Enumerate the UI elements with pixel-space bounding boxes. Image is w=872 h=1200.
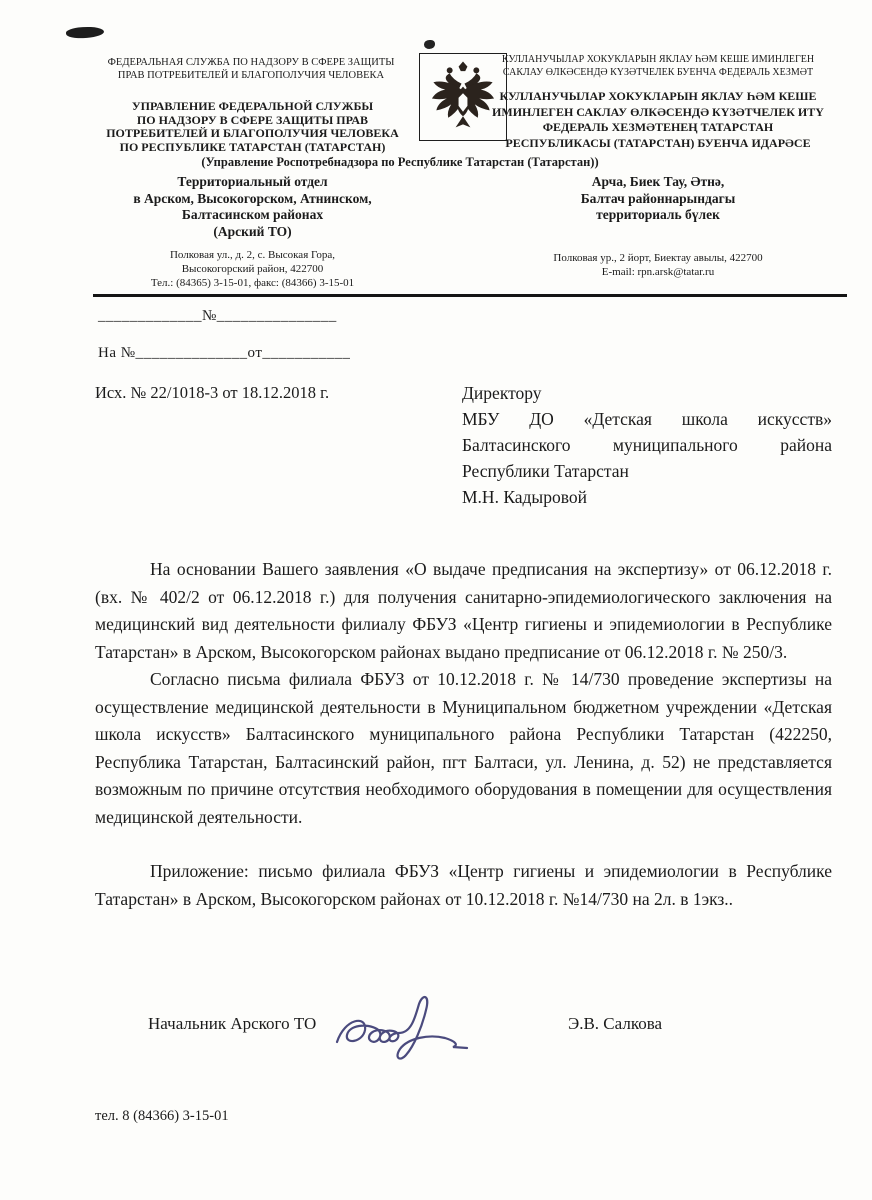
letterhead-divider	[93, 294, 847, 297]
footer-phone: тел. 8 (84366) 3-15-01	[95, 1108, 229, 1124]
territorial-dept-ru	[95, 174, 410, 240]
org-name-ru	[95, 100, 410, 154]
text-line: ПО НАДЗОРУ В СФЕРЕ ЗАЩИТЫ ПРАВ	[136, 112, 369, 127]
address-ru	[95, 248, 410, 290]
text-line: КУЛЛАНУЧЫЛАР ХОКУКЛАРЫН ЯКЛАУ ҺӘМ КЕШЕ	[499, 89, 817, 103]
recipient-line: Балтасинского муниципального района	[462, 435, 832, 455]
org-short-name: (Управление Роспотребнадзора по Республике Татарстан (Татарстан))	[201, 155, 599, 169]
text-line: Территориальный отдел	[177, 174, 328, 189]
text-line: ИМИНЛЕГЕН САКЛАУ ӨЛКӘСЕНДӘ КҮЗӘТЧЕЛЕК ИТҮ	[492, 104, 824, 119]
handwritten-signature	[325, 988, 535, 1073]
text-line: Полковая ур., 2 йорт, Биектау авылы, 422700	[553, 252, 763, 264]
org-name-tt	[478, 89, 838, 151]
outgoing-number-blank: _____________№_______________	[98, 308, 337, 324]
letter-body	[95, 556, 832, 913]
text-line: КУЛЛАНУЧЫЛАР ХОКУКЛАРЫН ЯКЛАУ ҺӘМ КЕШЕ ИМИНЛЕГЕН	[501, 54, 815, 65]
federal-service-name-tt	[478, 54, 838, 79]
attachment-paragraph: Приложение: письмо филиала ФБУЗ «Центр гигиены и эпидемиологии в Республике Татарстан» в Арском, Высокогорском районах от 10.12.2018 г. №14/730 на 2л. в 1экз..	[95, 861, 832, 909]
text-line: Балтач районнарындагы	[580, 190, 736, 206]
signature-ink-icon	[325, 988, 535, 1068]
recipient-block	[462, 380, 832, 510]
text-line: РЕСПУБЛИКАСЫ (ТАТАРСТАН) БУЕНЧА ИДАРӘСЕ	[505, 135, 811, 150]
signatory-name: Э.В. Салкова	[568, 1014, 663, 1033]
text-line: ПОТРЕБИТЕЛЕЙ И БЛАГОПОЛУЧИЯ ЧЕЛОВЕКА	[106, 126, 399, 140]
text-line: УПРАВЛЕНИЕ ФЕДЕРАЛЬНОЙ СЛУЖБЫ	[131, 99, 374, 113]
text-line: САКЛАУ ӨЛКӘСЕНДӘ КҮЗӘТЧЕЛЕК БУЕНЧА ФЕДЕРАЛЬ ХЕЗМӘТ	[502, 66, 814, 78]
text-line: ПО РЕСПУБЛИКЕ ТАТАРСТАН (ТАТАРСТАН)	[119, 139, 386, 154]
text-line: территориаль бүлек	[596, 207, 720, 222]
body-paragraph: Согласно письма филиала ФБУЗ от 10.12.2018 г. № 14/730 проведение экспертизы на осуществление медицинской деятельности в Муниципальном бюджетном учреждении «Детская школа искусств» Балтасинского муниципального района Республики Татарстан (422250, Республика Татарстан, Балтасинский район, пгт Балтаси, ул. Ленина, д. 52) не представляется возможным по причине отсутствия необходимого оборудования в помещении для осуществления медицинской деятельности.	[95, 669, 832, 827]
text-line: Арча, Биек Тау, Әтнә,	[591, 174, 725, 189]
body-paragraph: На основании Вашего заявления «О выдаче предписания на экспертизу» от 06.12.2018 г. (вх. № 402/2 от 06.12.2018 г.) для получения санитарно-эпидемиологического заключения на медицинский вид деятельности филиалу ФБУЗ «Центр гигиены и эпидемиологии в Республике Татарстан» в Арском, Высокогорском районах выдано предписание от 06.12.2018 г. № 250/3.	[95, 559, 832, 662]
signatory-title: Начальник Арского ТО	[148, 1014, 317, 1033]
federal-service-name-ru	[95, 56, 407, 82]
text-line: E-mail: rpn.arsk@tatar.ru	[601, 266, 715, 278]
recipient-line: МБУ ДО «Детская школа искусств»	[462, 409, 832, 429]
text-line: ФЕДЕРАЛЬНАЯ СЛУЖБА ПО НАДЗОРУ В СФЕРЕ ЗАЩИТЫ	[107, 57, 395, 68]
scan-artifact-dot	[424, 40, 435, 49]
recipient-line: М.Н. Кадыровой	[462, 487, 587, 507]
territorial-dept-tt	[478, 174, 838, 224]
scan-artifact-blob	[66, 26, 105, 40]
address-tt	[478, 251, 838, 279]
text-line: в Арском, Высокогорском, Атнинском,	[133, 190, 372, 206]
text-line: Балтасинском районах	[181, 207, 324, 222]
text-line: Полковая ул., д. 2, с. Высокая Гора,	[169, 249, 336, 261]
recipient-line: Директору	[462, 383, 542, 403]
text-line: ПРАВ ПОТРЕБИТЕЛЕЙ И БЛАГОПОЛУЧИЯ ЧЕЛОВЕКА	[117, 70, 385, 81]
text-line: Высокогорский район, 422700	[181, 263, 324, 275]
text-line: ФЕДЕРАЛЬ ХЕЗМӘТЕНЕҢ ТАТАРСТАН	[542, 120, 774, 134]
incoming-reference-blank: На №______________от___________	[98, 345, 351, 361]
outgoing-number-line: Исх. № 22/1018-3 от 18.12.2018 г.	[95, 383, 330, 402]
recipient-line: Республики Татарстан	[462, 461, 629, 481]
text-line: (Арский ТО)	[213, 223, 292, 239]
text-line: Тел.: (84365) 3-15-01, факс: (84366) 3-15-01	[150, 277, 355, 289]
